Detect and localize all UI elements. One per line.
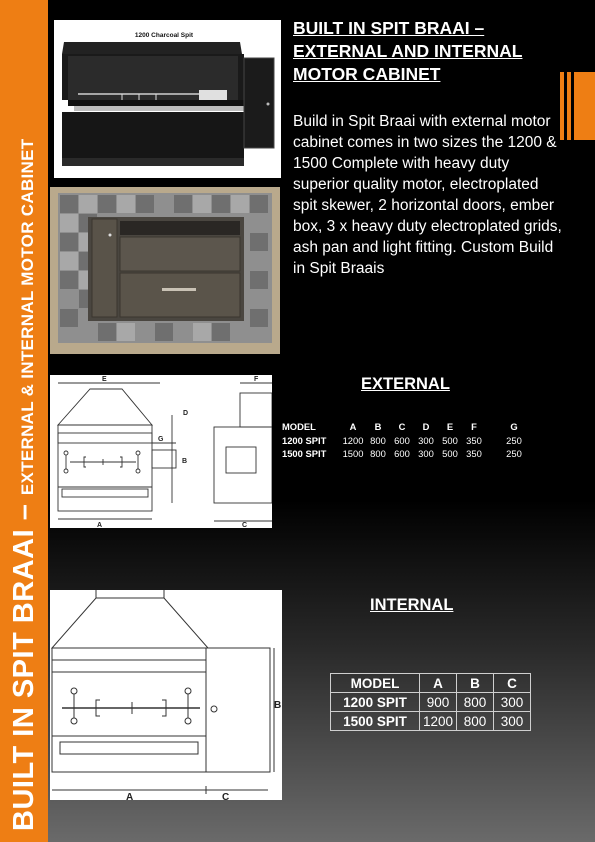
internal-header-model: MODEL bbox=[331, 674, 420, 693]
side-banner-title bbox=[2, 11, 46, 831]
internal-label-a: A bbox=[126, 792, 134, 800]
page-heading: BUILT IN SPIT BRAAI – EXTERNAL AND INTERNAL MOTOR CABINET bbox=[293, 18, 523, 84]
external-label-a: A bbox=[97, 522, 103, 528]
external-section-title: EXTERNAL bbox=[361, 375, 450, 393]
side-banner bbox=[0, 0, 48, 842]
side-banner-main: BUILT IN SPIT BRAAI – bbox=[8, 495, 40, 831]
table-cell: 300 bbox=[494, 693, 531, 712]
internal-label-b: B bbox=[274, 700, 282, 711]
external-label-c: C bbox=[242, 522, 248, 528]
product-description: Build in Spit Braai with external motor cabinet comes in two sizes the 1200 & 1500 Complete with heavy duty superior quality motor, electroplated spit skewer, 2 horizontal doors, ember box, 3 x heavy duty electroplated grids, ash pan and light fitting. Custom Build in Spit Braais bbox=[293, 113, 562, 277]
table-row bbox=[331, 712, 531, 731]
internal-header-b: B bbox=[457, 674, 494, 693]
external-header-d: D bbox=[422, 421, 430, 433]
table-cell: 300 bbox=[418, 434, 434, 446]
table-cell: 250 bbox=[506, 434, 522, 446]
table-row bbox=[331, 693, 531, 712]
internal-cabinet-diagram bbox=[50, 590, 282, 800]
external-header-a: A bbox=[349, 421, 357, 433]
external-label-d: D bbox=[183, 410, 189, 417]
table-cell: 1500 SPIT bbox=[331, 712, 420, 731]
external-header-g: G bbox=[510, 421, 518, 433]
table-cell: 300 bbox=[494, 712, 531, 731]
table-cell: 1500 bbox=[342, 448, 364, 460]
external-label-f: F bbox=[254, 376, 259, 383]
table-cell: 1500 SPIT bbox=[282, 448, 327, 460]
table-cell: 600 bbox=[394, 448, 410, 460]
table-cell: 1200 SPIT bbox=[282, 434, 327, 446]
external-label-e: E bbox=[102, 376, 107, 383]
table-cell: 500 bbox=[442, 434, 458, 446]
table-cell: 1200 bbox=[342, 434, 364, 446]
internal-table-header bbox=[331, 674, 531, 693]
external-header-c: C bbox=[398, 421, 406, 433]
table-cell: 800 bbox=[457, 693, 494, 712]
table-cell: 600 bbox=[394, 434, 410, 446]
charcoal-spit-label: 1200 Charcoal Spit bbox=[134, 32, 194, 39]
table-cell: 300 bbox=[418, 448, 434, 460]
external-header-b: B bbox=[374, 421, 382, 433]
side-banner-sub: EXTERNAL & INTERNAL MOTOR CABINET bbox=[18, 138, 37, 496]
external-header-model: MODEL bbox=[282, 421, 316, 433]
internal-header-a: A bbox=[420, 674, 457, 693]
table-cell: 1200 SPIT bbox=[331, 693, 420, 712]
internal-label-c: C bbox=[222, 792, 230, 800]
built-in-braai-photo bbox=[50, 187, 280, 354]
table-cell: 500 bbox=[442, 448, 458, 460]
table-cell: 250 bbox=[506, 448, 522, 460]
table-cell: 350 bbox=[466, 434, 482, 446]
table-row bbox=[282, 447, 542, 461]
external-label-g: G bbox=[158, 436, 164, 443]
table-cell: 1200 bbox=[420, 712, 457, 731]
charcoal-spit-photo bbox=[54, 20, 281, 178]
external-header-f: F bbox=[471, 421, 477, 433]
table-cell: 900 bbox=[420, 693, 457, 712]
table-cell: 350 bbox=[466, 448, 482, 460]
table-cell: 800 bbox=[370, 448, 386, 460]
external-spec-table bbox=[282, 420, 542, 461]
table-cell: 800 bbox=[370, 434, 386, 446]
table-row bbox=[282, 434, 542, 448]
external-cabinet-diagram bbox=[50, 375, 272, 528]
external-header-e: E bbox=[446, 421, 454, 433]
edge-accent-stripes bbox=[560, 72, 595, 140]
table-cell: 800 bbox=[457, 712, 494, 731]
external-table-header bbox=[282, 420, 542, 434]
internal-spec-table bbox=[330, 673, 531, 731]
internal-section-title: INTERNAL bbox=[370, 596, 454, 614]
internal-header-c: C bbox=[494, 674, 531, 693]
external-label-b: B bbox=[182, 458, 188, 465]
